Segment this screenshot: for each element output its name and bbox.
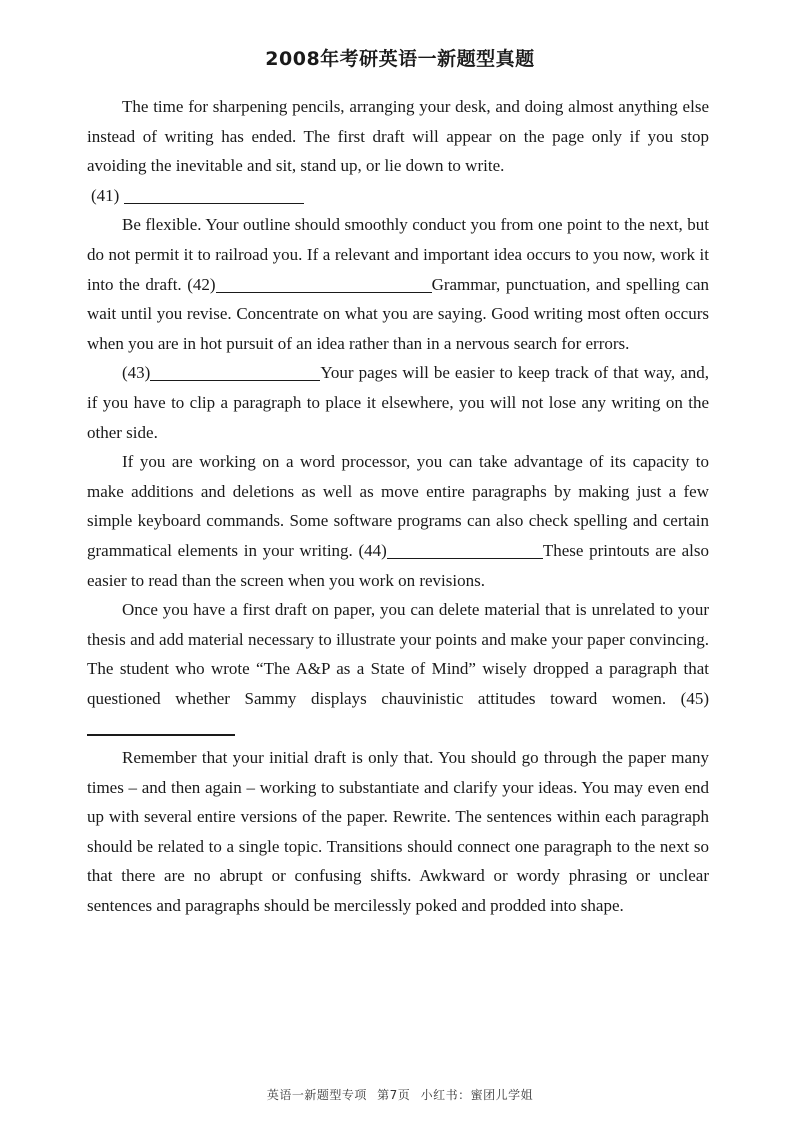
page-title: 2008年考研英语一新题型真题	[265, 48, 535, 70]
answer-blank-42[interactable]	[216, 274, 432, 293]
answer-blank-41[interactable]	[124, 185, 304, 204]
answer-blank-43[interactable]	[150, 362, 320, 381]
footer-source: 小红书：蜜团儿学姐	[420, 1088, 534, 1102]
question-41-label: (41)	[91, 185, 120, 205]
question-42-label: (42)	[187, 274, 216, 294]
footer-page-number: 第7页	[377, 1088, 411, 1102]
question-45-label: (45)	[680, 688, 709, 708]
footer-section: 英语一新题型专项	[266, 1088, 367, 1102]
paragraph-4-after: These printouts are also easier to read than the screen when you work on revisions.	[87, 540, 709, 590]
page-footer	[0, 1086, 800, 1103]
question-43-label: (43)	[122, 363, 151, 383]
paragraph-6: Remember that your initial draft is only that. You should go through the paper many times – and then again – working to substantiate and clarify your ideas. You may even end up with several entire versions of the paper. Rewrite. The sentences within each paragraph should be related to a single topic. Transitions should connect one paragraph to the next so that there are no abrupt or confusing shifts. Awkward or wordy phrasing or unclear sentences and paragraphs should be mercilessly poked and prodded into shape.	[87, 748, 709, 916]
answer-blank-45[interactable]	[87, 716, 235, 736]
paragraph-2	[87, 210, 709, 358]
passage	[87, 92, 709, 921]
paragraph-3-after: Your pages will be easier to keep track of that way, and, if you have to clip a paragraph to place it elsewhere, you will not lose any writing on the other side.	[87, 363, 709, 442]
paragraph-2-after: Grammar, punctuation, and spelling can wait until you revise. Concentrate on what you are saying. Good writing most often occurs when you are in hot pursuit of an idea rather than in a nervous search for errors.	[87, 274, 710, 353]
question-44-label: (44)	[358, 540, 387, 560]
paragraph-5	[87, 595, 709, 743]
paragraph-5-text: Once you have a first draft on paper, you can delete material that is unrelated to your thesis and add material necessary to illustrate your points and make your paper convincing. The student who wrote “The A&P as a State of Mind” wisely dropped a paragraph that questioned whether Sammy displays chauvinistic attitudes toward women.	[87, 600, 709, 708]
paragraph-2-text: Be flexible. Your outline should smoothly conduct you from one point to the next, but do not permit it to railroad you. If a relevant and important idea occurs to you now, work it into the draft.	[87, 215, 709, 294]
paragraph-1: The time for sharpening pencils, arranging your desk, and doing almost anything else instead of writing has ended. The first draft will appear on the page only if you stop avoiding the inevitable and sit, stand up, or lie down to write.	[87, 97, 709, 176]
paragraph-4-text: If you are working on a word processor, you can take advantage of its capacity to make additions and deletions as well as move entire paragraphs by making just a few simple keyboard commands. Some software programs can also check spelling and certain grammatical elements in your writing.	[87, 452, 709, 560]
answer-blank-44[interactable]	[387, 540, 543, 559]
question-41-line	[87, 181, 709, 211]
paragraph-4	[87, 447, 709, 595]
paragraph-3	[87, 358, 709, 447]
